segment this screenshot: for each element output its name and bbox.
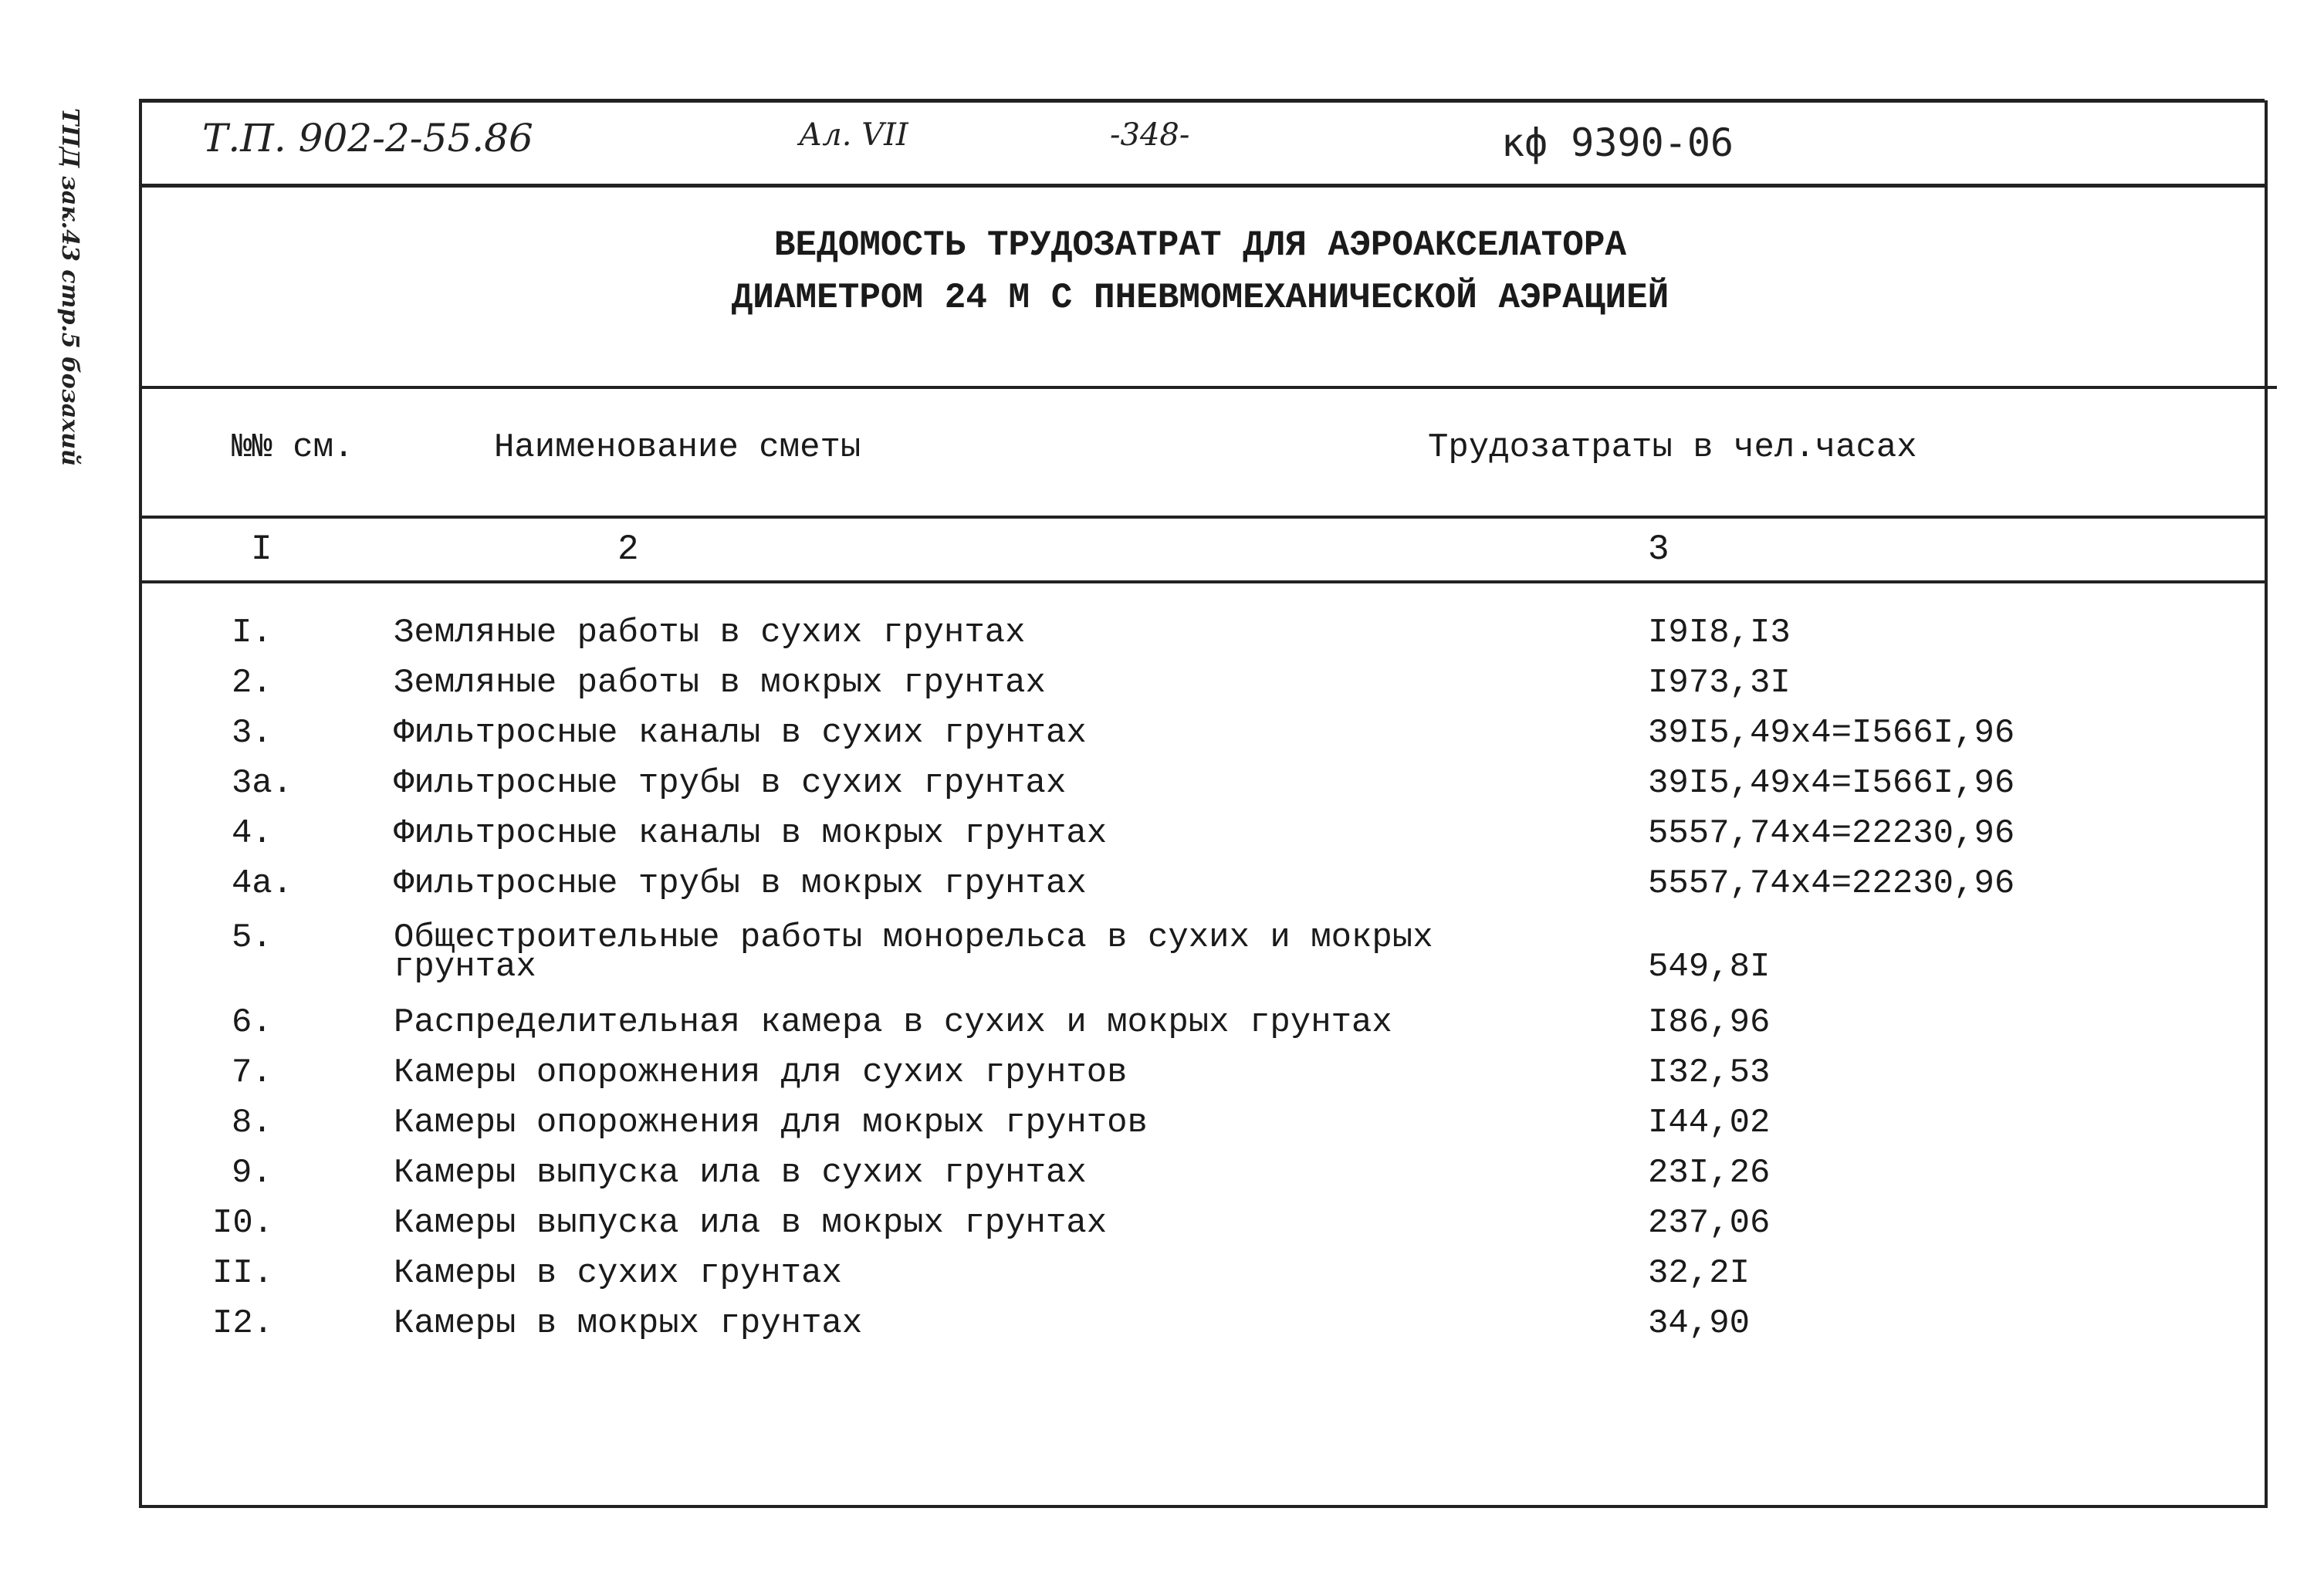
row-name-continuation: грунтах — [394, 948, 536, 986]
row-number: I2. — [212, 1304, 274, 1343]
row-name: Фильтросные каналы в мокрых грунтах — [394, 814, 1108, 853]
row-number: I0. — [212, 1204, 274, 1243]
row-labor-value: 39I5,49х4=I566I,96 — [1648, 714, 2015, 752]
row-name: Камеры в сухих грунтах — [394, 1254, 842, 1293]
row-labor-value: 34,90 — [1648, 1304, 1751, 1343]
row-number: 4а. — [232, 864, 293, 903]
row-labor-value: I32,53 — [1648, 1053, 1771, 1092]
table-row — [0, 1204, 2324, 1253]
margin-stamp-note: ТПД зак.43 стр.5 бозахий — [56, 108, 83, 466]
row-name: Земляные работы в мокрых грунтах — [394, 664, 1046, 702]
column-index-1: I — [251, 529, 272, 570]
column-header-name: Наименование сметы — [494, 428, 861, 467]
table-row — [0, 864, 2324, 914]
column-index-2: 2 — [617, 529, 639, 570]
row-number: II. — [212, 1254, 274, 1293]
table-row — [0, 614, 2324, 663]
row-number: 7. — [232, 1053, 272, 1092]
row-labor-value: I9I8,I3 — [1648, 614, 1791, 652]
project-number: Т.П. 902-2-55.86 — [202, 116, 533, 161]
row-labor-value: 237,06 — [1648, 1204, 1771, 1243]
row-name: Фильтросные каналы в сухих грунтах — [394, 714, 1087, 752]
title-line-2: ДИАМЕТРОМ 24 М С ПНЕВМОМЕХАНИЧЕСКОЙ АЭРАЦИЕЙ — [731, 278, 1669, 318]
header-top-rule — [139, 99, 2265, 103]
row-number: 8. — [232, 1104, 272, 1142]
row-labor-value: 32,2I — [1648, 1254, 1751, 1293]
column-header-labor: Трудозатраты в чел.часах — [1428, 428, 1917, 467]
page-number: -348- — [1110, 117, 1190, 153]
colhead-bottom-rule — [139, 516, 2265, 519]
row-number: 4. — [232, 814, 272, 853]
row-name: Камеры выпуска ила в мокрых грунтах — [394, 1204, 1108, 1243]
row-number: 6. — [232, 1003, 272, 1042]
row-number: 2. — [232, 664, 272, 702]
row-labor-value: 5557,74х4=22230,96 — [1648, 864, 2015, 903]
row-labor-value: 39I5,49х4=I566I,96 — [1648, 764, 2015, 803]
row-labor-value: 549,8I — [1648, 948, 1771, 986]
row-name: Земляные работы в сухих грунтах — [394, 614, 1026, 652]
table-row — [0, 1304, 2324, 1354]
title-line-1: ВЕДОМОСТЬ ТРУДОЗАТРАТ ДЛЯ АЭРОАКСЕЛАТОРА — [773, 225, 1627, 265]
row-number: 9. — [232, 1154, 272, 1192]
table-row — [0, 1053, 2324, 1103]
row-name: Камеры в мокрых грунтах — [394, 1304, 863, 1343]
header-bottom-rule — [139, 184, 2265, 188]
table-row — [0, 1104, 2324, 1153]
table-row — [0, 714, 2324, 763]
row-labor-value: I86,96 — [1648, 1003, 1771, 1042]
row-name: Фильтросные трубы в мокрых грунтах — [394, 864, 1087, 903]
row-name: Распределительная камера в сухих и мокрых грунтах — [394, 1003, 1392, 1042]
column-header-number: №№ см. — [232, 428, 354, 467]
row-number: 3а. — [232, 764, 293, 803]
row-name: Общестроительные работы монорельса в сухих и мокрых — [394, 918, 1433, 957]
table-row — [0, 1154, 2324, 1203]
table-row — [0, 764, 2324, 813]
colnum-bottom-rule — [139, 580, 2265, 583]
table-row — [0, 814, 2324, 864]
table-row — [0, 1254, 2324, 1304]
table-row — [0, 918, 2324, 996]
table-row — [0, 664, 2324, 713]
row-number: I. — [232, 614, 272, 652]
row-labor-value: I973,3I — [1648, 664, 1791, 702]
row-labor-value: 23I,26 — [1648, 1154, 1771, 1192]
document-code: кф 9390-06 — [1501, 120, 1734, 165]
row-number: 3. — [232, 714, 272, 752]
row-labor-value: 5557,74х4=22230,96 — [1648, 814, 2015, 853]
row-name: Камеры опорожнения для сухих грунтов — [394, 1053, 1128, 1092]
album-number: Ал. VII — [799, 117, 908, 153]
row-number: 5. — [232, 918, 272, 957]
title-bottom-rule — [139, 386, 2277, 389]
table-row — [0, 1003, 2324, 1053]
column-index-3: 3 — [1648, 529, 1669, 570]
row-name: Камеры опорожнения для мокрых грунтов — [394, 1104, 1148, 1142]
row-name: Камеры выпуска ила в сухих грунтах — [394, 1154, 1087, 1192]
row-labor-value: I44,02 — [1648, 1104, 1771, 1142]
row-name: Фильтросные трубы в сухих грунтах — [394, 764, 1067, 803]
